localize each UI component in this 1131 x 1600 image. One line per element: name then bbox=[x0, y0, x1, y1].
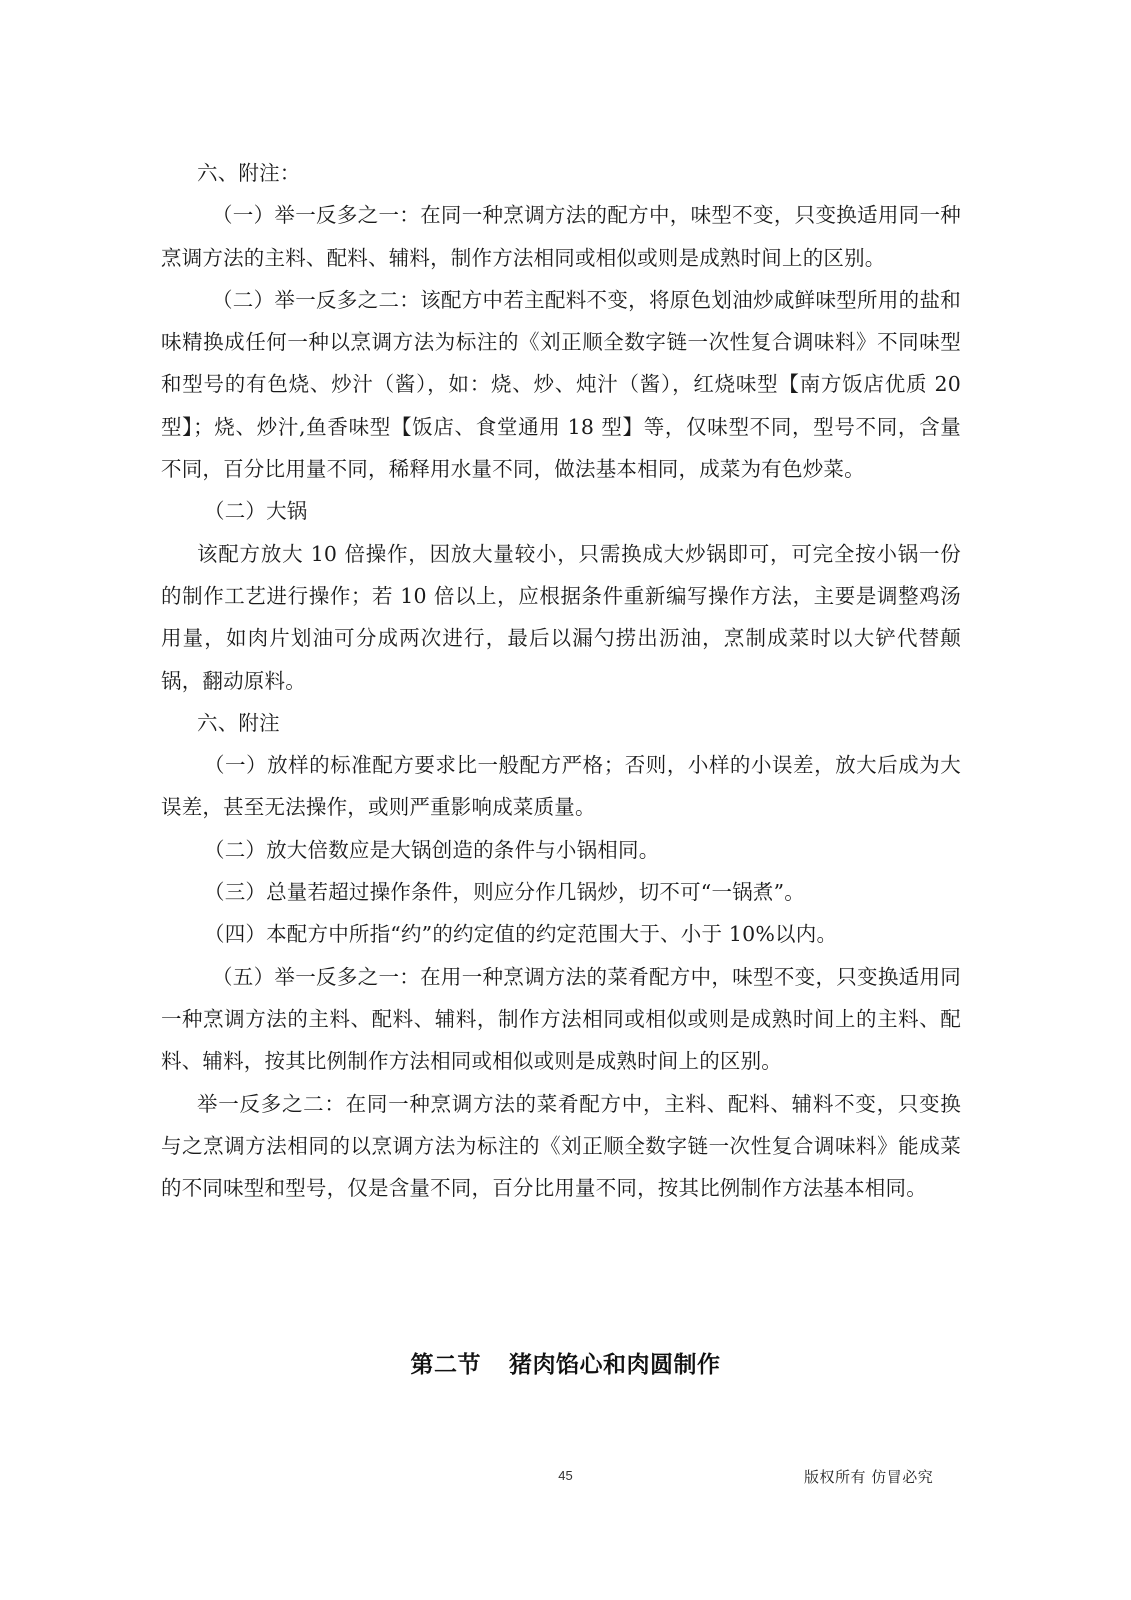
paragraph-big-wok: 该配方放大 10 倍操作，因放大量较小，只需换成大炒锅即可，可完全按小锅一份的制作工艺进行操作；若 10 倍以上，应根据条件重新编写操作方法，主要是调整鸡汤用量，如肉片划油可分成两次进行，最后以漏勺捞出沥油，烹制成菜时以大铲代替颠锅，翻动原料。 bbox=[161, 541, 961, 693]
page-number: 45 bbox=[558, 1468, 573, 1483]
paragraph-note-2: （二）举一反多之二：该配方中若主配料不变，将原色划油炒咸鲜味型所用的盐和味精换成任何一种以烹调方法为标注的《刘正顺全数字链一次性复合调味料》不同味型和型号的有色烧、炒汁（酱），如：烧、炒、炖汁（酱），红烧味型【南方饭店优质 20 型】；烧、炒汁,鱼香味型【饭店、食堂通用 18 型】等，仅味型不同，型号不同，含量不同，百分比用量不同，稀释用水量不同，做法基本相同，成菜为有色炒菜。 bbox=[161, 287, 961, 482]
paragraph-note-1: （一）举一反多之一：在同一种烹调方法的配方中，味型不变，只变换适用同一种烹调方法的主料、配料、辅料，制作方法相同或相似或则是成熟时间上的区别。 bbox=[161, 203, 961, 270]
paragraph-note-a: （一）放样的标准配方要求比一般配方严格；否则，小样的小误差，放大后成为大误差，甚至无法操作，或则严重影响成菜质量。 bbox=[161, 753, 961, 820]
heading-appendix-notes-2: 六、附注 bbox=[197, 710, 280, 735]
heading-appendix-notes-1: 六、附注： bbox=[197, 161, 301, 185]
copyright-notice: 版权所有 仿冒必究 bbox=[804, 1468, 934, 1486]
paragraph-note-c: （三）总量若超过操作条件，则应分作几锅炒，切不可“一锅煮”。 bbox=[204, 880, 805, 905]
heading-big-wok: （二）大锅 bbox=[204, 499, 308, 524]
paragraph-note-d: （四）本配方中所指“约”的约定值的约定范围大于、小于 10%以内。 bbox=[204, 922, 838, 947]
section-name: 猪肉馅心和肉圆制作 bbox=[509, 1352, 721, 1378]
section-number: 第二节 bbox=[410, 1352, 481, 1378]
body-text bbox=[161, 152, 961, 1209]
paragraph-note-b: （二）放大倍数应是大锅创造的条件与小锅相同。 bbox=[204, 837, 660, 862]
paragraph-note-e: （五）举一反多之一：在用一种烹调方法的菜肴配方中，味型不变，只变换适用同一种烹调方法的主料、配料、辅料，制作方法相同或相似或则是成熟时间上的主料、配料、辅料，按其比例制作方法相同或相似或则是成熟时间上的区别。 bbox=[161, 964, 961, 1074]
paragraph-note-f: 举一反多之二：在同一种烹调方法的菜肴配方中，主料、配料、辅料不变，只变换与之烹调方法相同的以烹调方法为标注的《刘正顺全数字链一次性复合调味料》能成菜的不同味型和型号，仅是含量不同，百分比用量不同，按其比例制作方法基本相同。 bbox=[161, 1091, 961, 1201]
section-title bbox=[0, 1346, 1131, 1379]
